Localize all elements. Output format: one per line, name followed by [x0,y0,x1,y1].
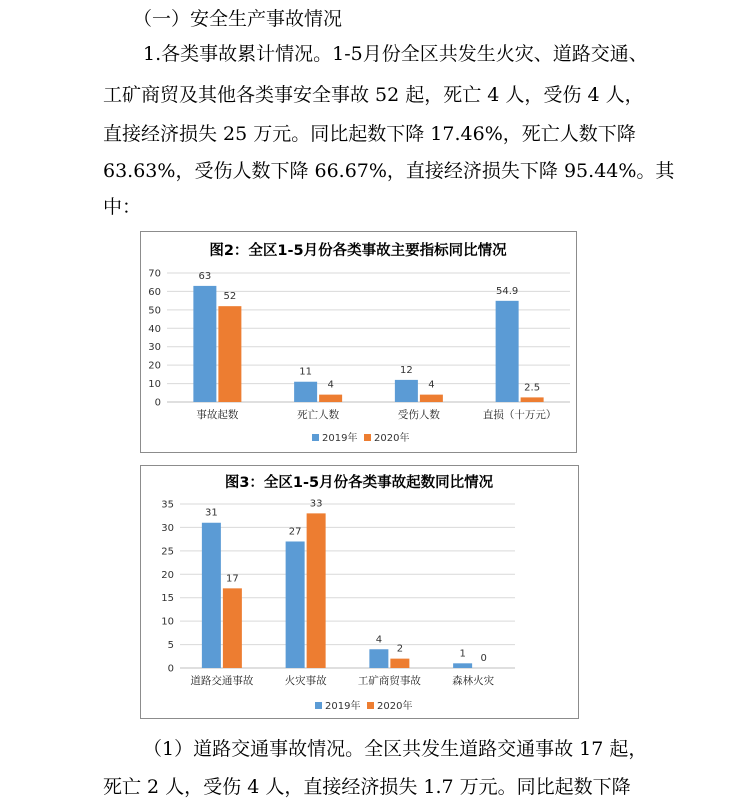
section-heading: （一）安全生产事故情况 [133,8,343,30]
y-tick-label: 20 [148,360,161,372]
bar-2019年 [496,301,519,402]
data-label: 2.5 [524,382,541,394]
data-label: 0 [480,653,487,664]
y-tick-label: 30 [148,342,161,354]
data-label: 52 [223,291,237,303]
y-tick-label: 10 [148,379,161,391]
bar-2019年 [286,541,305,668]
category-label: 森林火灾 [452,675,495,687]
chart-2-svg [141,232,576,452]
bar-2020年 [521,397,544,402]
y-tick-label: 50 [148,305,161,317]
data-label: 54.9 [495,285,519,297]
bar-2019年 [202,523,221,668]
category-label: 事故起数 [196,409,239,421]
bar-2019年 [294,382,317,402]
legend-label: 2020年 [377,701,413,712]
bar-2019年 [453,663,472,668]
data-label: 2 [396,643,404,655]
y-tick-label: 15 [161,593,174,605]
bar-2019年 [369,649,388,668]
y-tick-label: 5 [167,640,174,652]
bar-2020年 [307,513,326,668]
bar-2020年 [420,395,443,402]
paragraph-line: （1）道路交通事故情况。全区共发生道路交通事故 17 起， [143,738,648,760]
y-tick-label: 10 [161,616,174,628]
legend-label: 2019年 [325,701,361,712]
chart-figure-2 [140,231,577,453]
y-tick-label: 35 [161,499,174,511]
paragraph-line: 死亡 2 人，受伤 4 人，直接经济损失 1.7 万元。同比起数下降 [103,776,631,798]
data-label: 17 [226,573,239,585]
y-tick-label: 70 [148,268,161,280]
chart-title: 图3：全区1-5月份各类事故起数同比情况 [224,475,494,491]
bar-2020年 [319,395,342,402]
data-label: 12 [400,364,413,376]
data-label: 63 [198,270,212,282]
paragraph-line: 63.63%，受伤人数下降 66.67%，直接经济损失下降 95.44%。其 [103,160,675,182]
legend-swatch [312,434,319,441]
data-label: 4 [375,634,383,646]
legend-swatch [367,702,374,709]
data-label: 4 [327,379,334,391]
paragraph-line: 工矿商贸及其他各类事安全事故 52 起，死亡 4 人，受伤 4 人， [103,84,644,106]
category-label: 受伤人数 [397,409,440,421]
bar-2020年 [223,588,242,668]
chart-figure-3 [140,465,579,719]
paragraph-line: 中： [103,196,142,218]
data-label: 4 [428,379,435,391]
category-label: 死亡人数 [297,409,340,421]
bar-2020年 [218,306,241,402]
category-label: 直损（十万元） [482,409,557,421]
y-tick-label: 0 [154,397,161,409]
chart-3-svg [141,466,578,718]
legend-swatch [364,434,371,441]
y-tick-label: 60 [148,286,161,298]
legend-label: 2019年 [322,433,358,444]
legend-swatch [315,702,322,709]
legend-label: 2020年 [374,433,410,444]
y-tick-label: 25 [161,546,174,558]
chart-title: 图2：全区1-5月份各类事故主要指标同比情况 [209,243,507,259]
bar-2020年 [390,659,409,668]
data-label: 31 [205,507,218,519]
category-label: 火灾事故 [284,675,327,687]
paragraph-line: 直接经济损失 25 万元。同比起数下降 17.46%，死亡人数下降 [103,123,636,145]
y-tick-label: 30 [161,522,174,534]
data-label: 11 [299,366,312,378]
data-label: 27 [288,526,302,538]
y-tick-label: 20 [161,569,174,581]
category-label: 工矿商贸事故 [357,675,421,687]
y-tick-label: 0 [167,663,174,675]
data-label: 1 [459,648,466,660]
paragraph-line: 1.各类事故累计情况。1-5月份全区共发生火灾、道路交通、 [143,43,648,65]
bar-2019年 [395,380,418,402]
y-tick-label: 40 [148,323,161,335]
bar-2019年 [193,286,216,402]
data-label: 33 [309,498,323,510]
category-label: 道路交通事故 [190,675,254,687]
